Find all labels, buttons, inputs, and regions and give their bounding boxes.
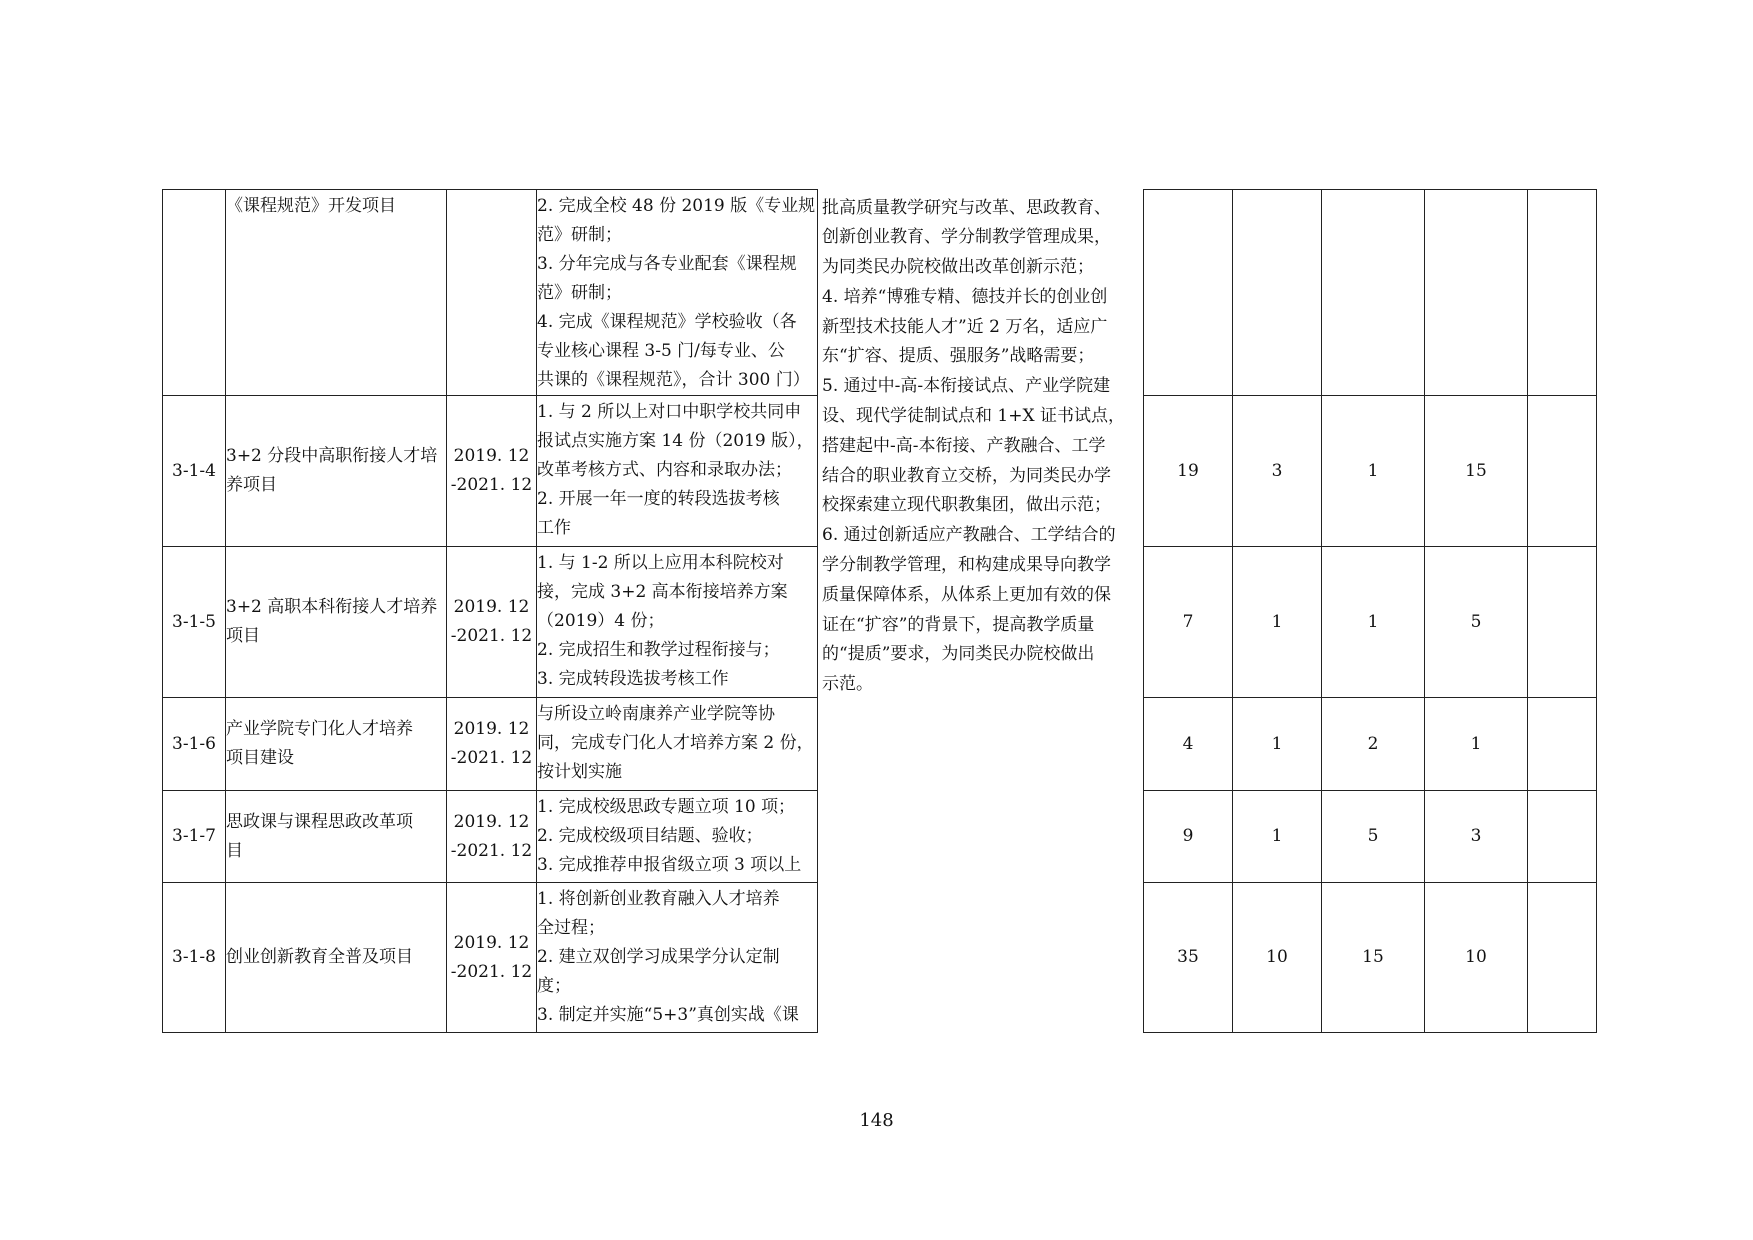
budget-value-cell (1144, 791, 1233, 883)
budget-value-cell (1425, 698, 1528, 791)
expected-outcome-line: 设、现代学徒制试点和 1+X 证书试点， (822, 406, 1125, 427)
project-content-line: 3. 完成转段选拔考核工作 (537, 669, 729, 689)
budget-value-cell (1233, 547, 1322, 698)
budget-value-cell (1425, 547, 1528, 698)
project-name-cell (226, 698, 447, 791)
project-period-line: 2019. 12 (453, 719, 530, 739)
project-content-line: 范》研制； (537, 225, 622, 245)
budget-value-cell (1322, 190, 1425, 396)
project-period-line: 2019. 12 (453, 597, 530, 617)
remarks-cell (1528, 698, 1597, 791)
budget-value: 3 (1470, 826, 1482, 846)
expected-outcome-line: 为同类民办院校做出改革创新示范； (822, 257, 1094, 278)
project-period-line: 2019. 12 (453, 932, 530, 953)
project-content-line: 3. 制定并实施“5+3”真创实战《课 (537, 1005, 799, 1025)
budget-value-cell (1425, 883, 1528, 1033)
project-content-cell (537, 698, 818, 791)
project-table (162, 189, 1597, 1033)
project-content-line: 1. 将创新创业教育融入人才培养 (537, 889, 780, 909)
project-code-cell (163, 883, 226, 1033)
project-period-line: -2021. 12 (450, 626, 533, 646)
project-content-line: 同，完成专门化人才培养方案 2 份， (537, 733, 814, 753)
project-name-cell (226, 396, 447, 547)
budget-value: 10 (1266, 947, 1288, 967)
project-content-line: 报试点实施方案 14 份（2019 版）， (537, 431, 814, 451)
project-content-line: 3. 完成推荐申报省级立项 3 项以上 (537, 855, 802, 875)
project-content-line: 2. 完成校级项目结题、验收； (537, 826, 763, 846)
project-code-cell (163, 791, 226, 883)
project-code-cell (163, 190, 226, 396)
project-name-line: 3+2 高职本科衔接人才培养 (226, 597, 438, 617)
budget-value: 10 (1465, 947, 1487, 967)
budget-value: 1 (1271, 611, 1283, 632)
expected-outcome-line: 创新创业教育、学分制教学管理成果， (822, 227, 1111, 248)
expected-outcome-line: 东“扩容、提质、强服务”战略需要； (822, 346, 1095, 367)
budget-value: 5 (1470, 611, 1482, 632)
budget-value: 4 (1182, 733, 1194, 754)
budget-value: 19 (1177, 460, 1199, 481)
expected-outcome-cell (818, 190, 1144, 1033)
budget-value: 9 (1182, 826, 1194, 846)
expected-outcome-line: 校探索建立现代职教集团，做出示范； (822, 495, 1111, 516)
project-content-cell (537, 190, 818, 396)
project-period-cell (447, 883, 537, 1033)
project-period-cell (447, 396, 537, 547)
budget-value-cell (1233, 791, 1322, 883)
project-code: 3-1-5 (172, 611, 216, 632)
page-number: 148 (859, 1110, 894, 1131)
project-content-cell (537, 791, 818, 883)
project-content-line: 2. 开展一年一度的转段选拔考核 (537, 489, 780, 509)
project-period-line: -2021. 12 (450, 961, 533, 982)
budget-value: 7 (1182, 611, 1194, 632)
expected-outcome-line: 新型技术技能人才”近 2 万名，适应广 (822, 316, 1108, 337)
budget-value-cell (1144, 396, 1233, 547)
expected-outcome-text (818, 190, 1143, 701)
project-name-line: 目 (226, 840, 243, 861)
project-name-line: 思政课与课程思政改革项 (226, 811, 413, 832)
expected-outcome-line: 示范。 (822, 674, 873, 695)
project-content-line: （2019）4 份； (537, 611, 665, 631)
project-name-cell (226, 190, 447, 396)
budget-value-cell (1322, 396, 1425, 547)
expected-outcome-line: 4. 培养“博雅专精、德技并长的创业创 (822, 286, 1108, 307)
project-content-line: 全过程； (537, 918, 605, 938)
budget-value: 1 (1271, 826, 1283, 846)
budget-value-cell (1425, 396, 1528, 547)
budget-value-cell (1322, 791, 1425, 883)
project-name-line: 3+2 分段中高职衔接人才培 (226, 446, 438, 466)
project-content-line: 度； (537, 976, 571, 996)
project-content-line: 工作 (537, 518, 571, 538)
budget-value: 1 (1367, 460, 1379, 481)
project-period-line: -2021. 12 (450, 748, 533, 768)
remarks-cell (1528, 883, 1597, 1033)
budget-value: 1 (1271, 733, 1283, 754)
project-content-cell (537, 547, 818, 698)
budget-value: 2 (1367, 733, 1379, 754)
project-code-cell (163, 547, 226, 698)
budget-value-cell (1144, 547, 1233, 698)
remarks-cell (1528, 396, 1597, 547)
project-content-line: 共课的《课程规范》，合计 300 门） (537, 370, 810, 390)
project-period-line: -2021. 12 (450, 475, 533, 495)
remarks-cell (1528, 190, 1597, 396)
project-content-line: 改革考核方式、内容和录取办法； (537, 460, 792, 480)
expected-outcome-line: 学分制教学管理，和构建成果导向教学 (822, 555, 1111, 576)
budget-value-cell (1425, 791, 1528, 883)
project-content-line: 与所设立岭南康养产业学院等协 (537, 704, 775, 724)
budget-value-cell (1233, 698, 1322, 791)
project-name-line: 《课程规范》开发项目 (226, 196, 396, 216)
project-period-cell (447, 698, 537, 791)
project-code: 3-1-6 (172, 733, 216, 754)
project-content-cell (537, 396, 818, 547)
budget-value: 1 (1367, 611, 1379, 632)
project-period-cell (447, 791, 537, 883)
project-content-line: 1. 与 2 所以上对口中职学校共同申 (537, 402, 802, 422)
budget-value-cell (1144, 883, 1233, 1033)
project-content-line: 专业核心课程 3-5 门/每专业、公 (537, 341, 785, 361)
project-content-line: 1. 与 1-2 所以上应用本科院校对 (537, 553, 784, 573)
project-content-line: 2. 完成全校 48 份 2019 版《专业规 (537, 196, 816, 216)
expected-outcome-line: 5. 通过中-高-本衔接试点、产业学院建 (822, 376, 1111, 397)
remarks-cell (1528, 547, 1597, 698)
budget-value: 5 (1367, 826, 1379, 846)
expected-outcome-line: 结合的职业教育立交桥，为同类民办学 (822, 465, 1111, 486)
budget-value: 35 (1177, 947, 1199, 967)
project-content-line: 4. 完成《课程规范》学校验收（各 (537, 312, 797, 332)
project-name-cell (226, 883, 447, 1033)
table-row (163, 190, 1597, 396)
project-content-line: 2. 建立双创学习成果学分认定制 (537, 947, 780, 967)
project-code-cell (163, 698, 226, 791)
budget-value-cell (1233, 190, 1322, 396)
budget-value-cell (1144, 190, 1233, 396)
project-period-line: 2019. 12 (453, 446, 530, 466)
project-code: 3-1-4 (172, 460, 216, 481)
remarks-cell (1528, 791, 1597, 883)
budget-value: 1 (1470, 733, 1482, 754)
project-content-line: 3. 分年完成与各专业配套《课程规 (537, 254, 797, 274)
budget-value-cell (1233, 883, 1322, 1033)
project-period-cell (447, 547, 537, 698)
budget-value-cell (1322, 698, 1425, 791)
project-name-line: 养项目 (226, 475, 277, 495)
project-period-line: 2019. 12 (453, 811, 530, 832)
project-period-line: -2021. 12 (450, 840, 533, 861)
expected-outcome-line: 的“提质”要求，为同类民办院校做出 (822, 644, 1095, 665)
project-name-line: 项目 (226, 626, 260, 646)
project-content-line: 范》研制； (537, 283, 622, 303)
project-period-cell (447, 190, 537, 396)
project-content-line: 接，完成 3+2 高本衔接培养方案 (537, 582, 788, 602)
budget-value-cell (1322, 547, 1425, 698)
expected-outcome-line: 搭建起中-高-本衔接、产教融合、工学 (822, 435, 1106, 456)
project-content-line: 1. 完成校级思政专题立项 10 项； (537, 797, 796, 817)
project-code: 3-1-8 (172, 947, 216, 967)
project-name-line: 产业学院专门化人才培养 (226, 719, 413, 739)
project-code-cell (163, 396, 226, 547)
expected-outcome-line: 6. 通过创新适应产教融合、工学结合的 (822, 525, 1116, 546)
project-content-cell (537, 883, 818, 1033)
budget-value: 3 (1271, 460, 1283, 481)
budget-value: 15 (1362, 947, 1384, 967)
project-name-cell (226, 791, 447, 883)
project-name-cell (226, 547, 447, 698)
project-content-line: 2. 完成招生和教学过程衔接与； (537, 640, 780, 660)
project-name-line: 项目建设 (226, 748, 294, 768)
expected-outcome-line: 质量保障体系，从体系上更加有效的保 (822, 584, 1111, 605)
budget-value-cell (1233, 396, 1322, 547)
budget-value: 15 (1465, 460, 1487, 481)
budget-value-cell (1322, 883, 1425, 1033)
project-content-line: 按计划实施 (537, 762, 622, 782)
budget-value-cell (1425, 190, 1528, 396)
expected-outcome-line: 批高质量教学研究与改革、思政教育、 (822, 197, 1111, 218)
budget-value-cell (1144, 698, 1233, 791)
project-name-line: 创业创新教育全普及项目 (226, 947, 413, 967)
expected-outcome-line: 证在“扩容”的背景下，提高教学质量 (822, 614, 1095, 635)
project-code: 3-1-7 (172, 826, 216, 846)
